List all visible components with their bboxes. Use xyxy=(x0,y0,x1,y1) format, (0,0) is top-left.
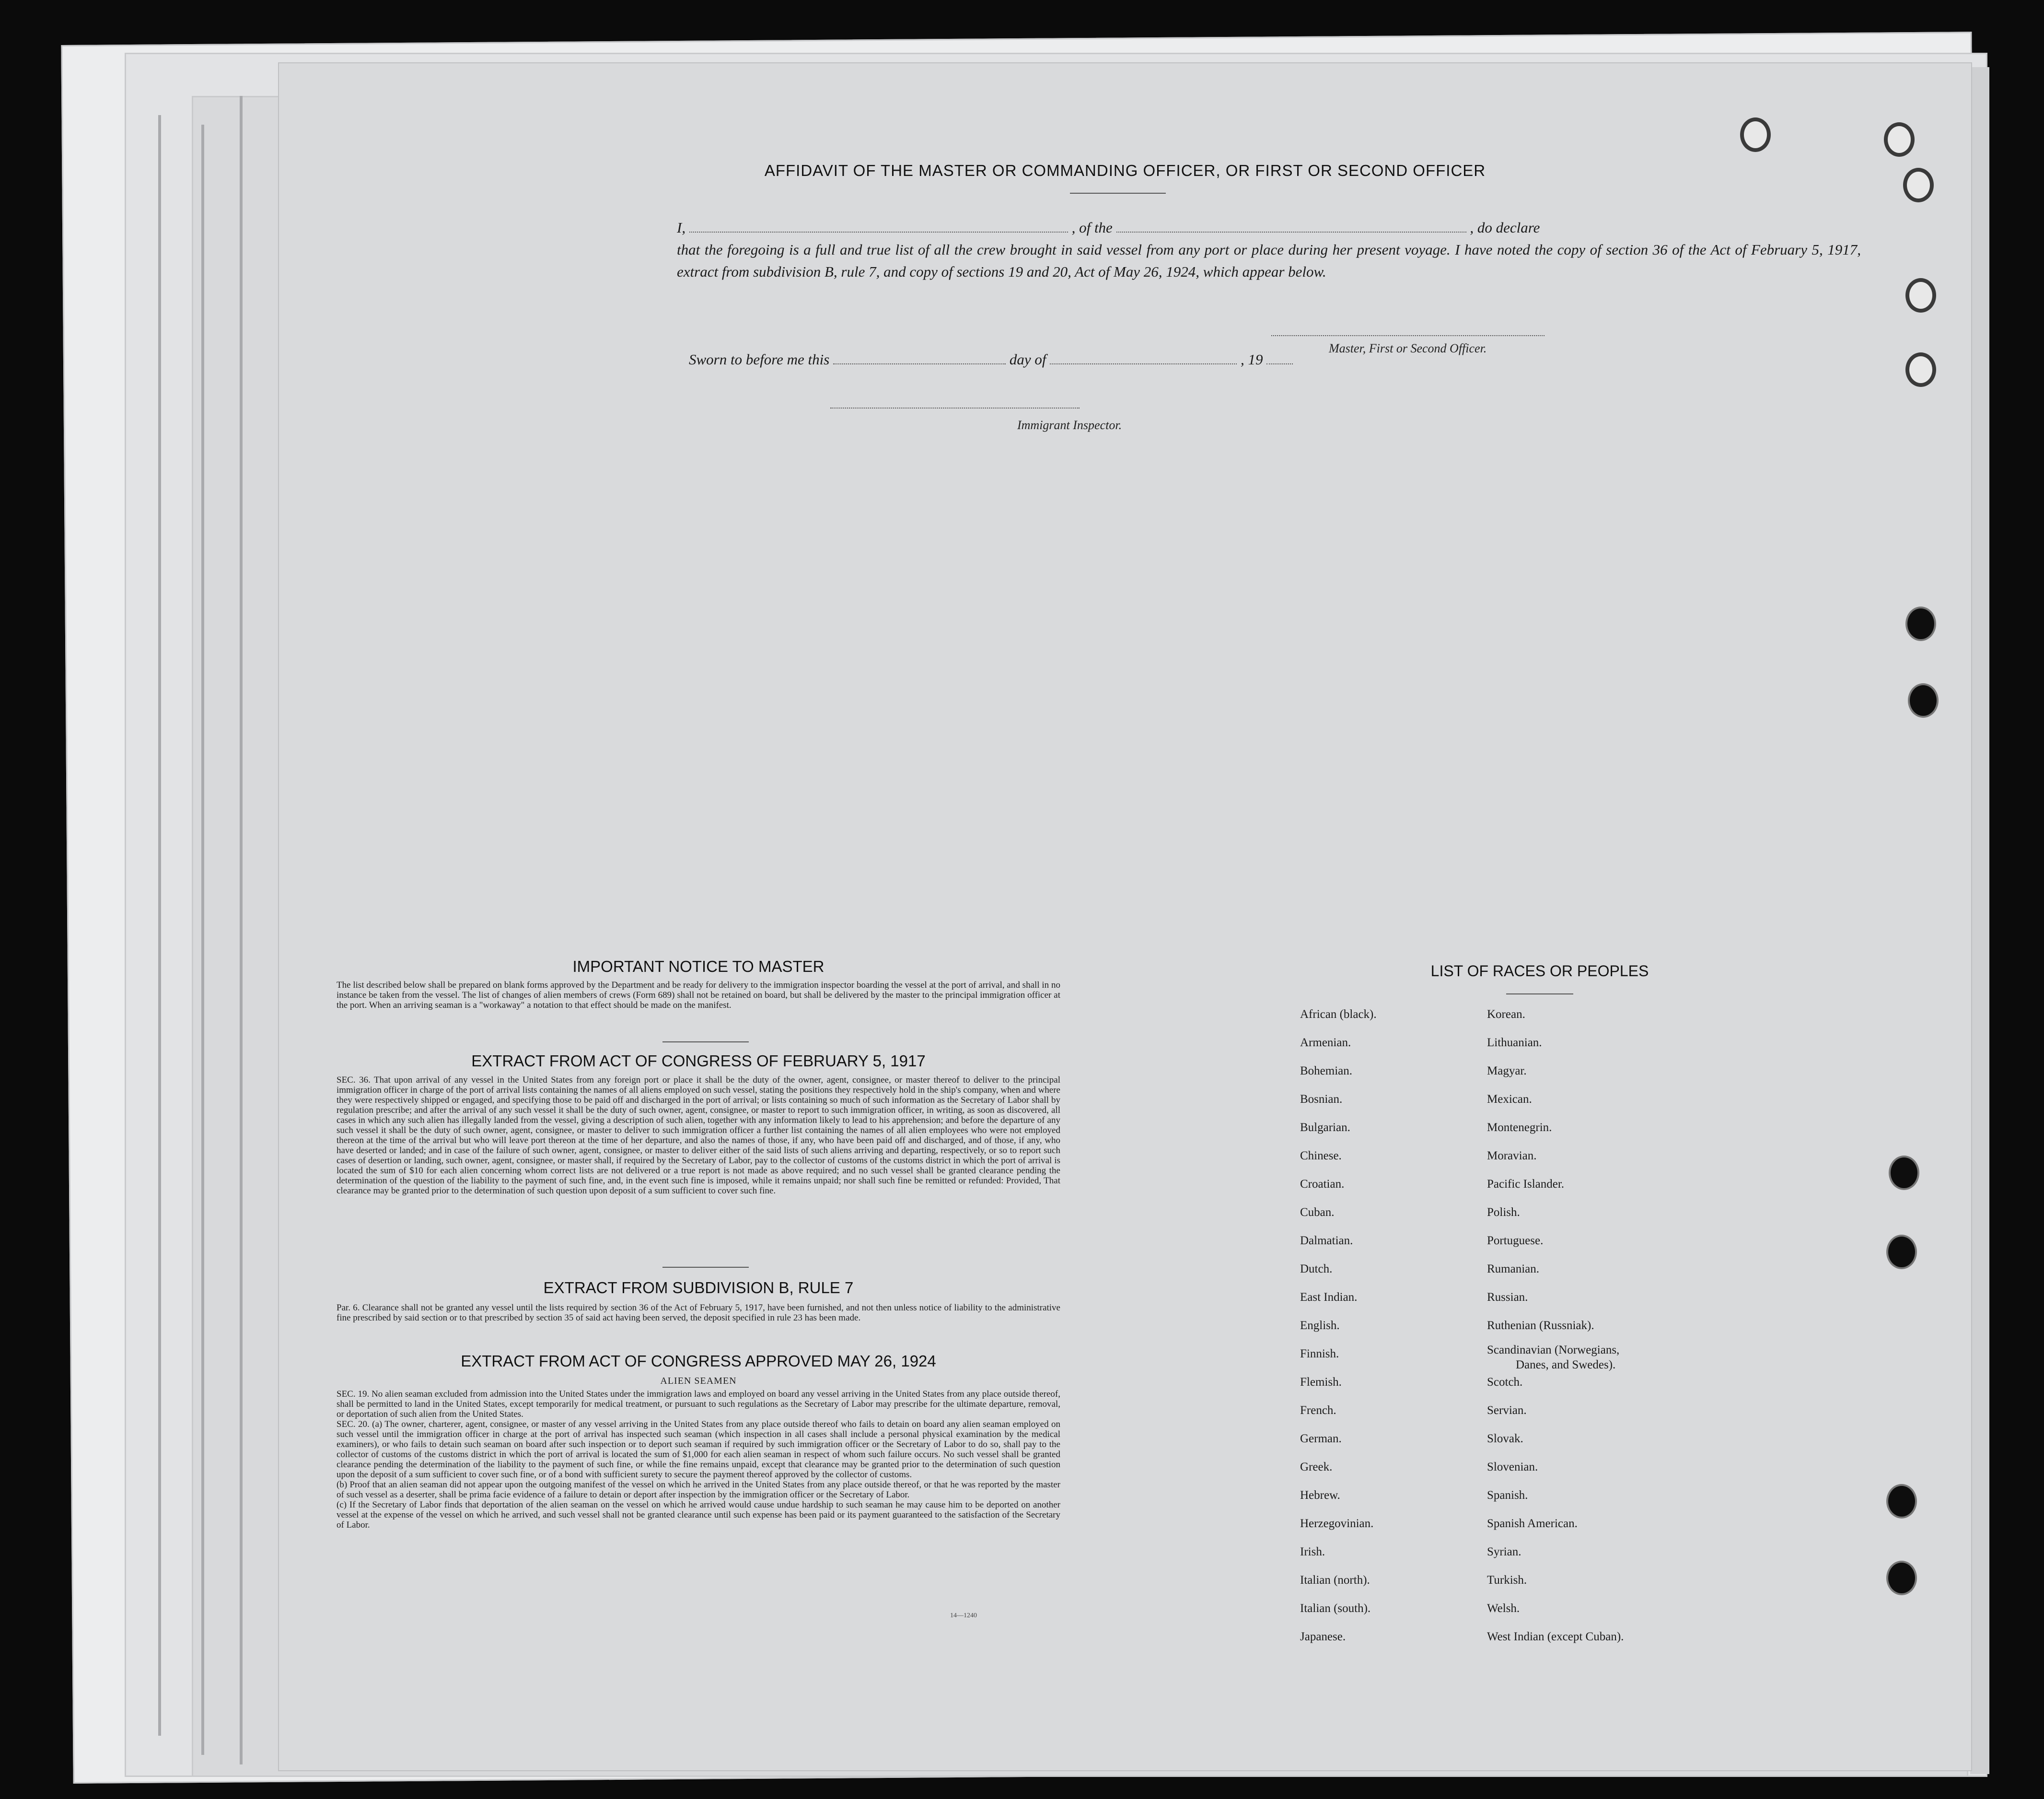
sec19-text: SEC. 19. No alien seaman excluded from admission into the United States under the immigration laws and employed on board any vessel arriving in the United States from any place outside thereof, shall be permitted to land in the United States, except temporarily for medical treatment, or pursuant to such regulations as the Secretary of Labor may prescribe for the ultimate departure, removal, or deportation of such alien from the United States. xyxy=(337,1389,1060,1419)
do-declare-label: , do declare xyxy=(1470,219,1540,236)
race-item: Moravian. xyxy=(1487,1149,1537,1162)
binder-strip xyxy=(1970,67,1989,1774)
race-item: Finnish. xyxy=(1300,1347,1339,1360)
binder-hole-icon xyxy=(1905,607,1936,641)
race-item: Mexican. xyxy=(1487,1093,1532,1106)
race-item: Herzegovinian. xyxy=(1300,1517,1374,1530)
race-item: Spanish. xyxy=(1487,1489,1528,1502)
form-number: 14—1240 xyxy=(950,1612,977,1619)
of-the-label: , of the xyxy=(1071,219,1113,236)
race-item: Portuguese. xyxy=(1487,1234,1544,1247)
race-item: Russian. xyxy=(1487,1291,1528,1304)
divider xyxy=(1506,993,1573,994)
affidavit-statement: that the foregoing is a full and true list of all the crew brought in said vessel from any port or place during her present voyage. I have noted the copy of section 36 of the Act of February 5, 1917, extract from subdivision B, rule 7, and copy of sections 19 and 20, Act of May 26, 1924, which appear below. xyxy=(677,241,1861,280)
declarant-prefix: I, xyxy=(677,219,686,236)
race-item: Cuban. xyxy=(1300,1206,1335,1219)
race-item: Montenegrin. xyxy=(1487,1121,1552,1134)
race-item: Danes, and Swedes). xyxy=(1516,1358,1616,1371)
sec20a-text: SEC. 20. (a) The owner, charterer, agent, consignee, or master of any vessel arriving in the United States from any place outside thereof who fails to detain on board any alien seaman employed on such vessel until the immigration officer in charge at the port of arrival has inspected such seaman (which inspection in all cases shall include a personal physical examination by the medical examiners), or who fails to detain such seaman on board after such inspection or to deport such seaman if required by such immigration officer or the Secretary of Labor to do so, shall pay to the collector of customs of the customs district in which the port of arrival is located the sum of $1,000 for each alien seaman in respect of whom such failure occurs. No such vessel shall be granted clearance pending the determination of the liability to the payment of such fine, or while the fine remains unpaid, except that clearance may be granted prior to the determination of such question upon the deposit of a sum sufficient to cover such fine, or of a bond with sufficient surety to secure the payment thereof approved by the collector of customs. xyxy=(337,1419,1060,1480)
page-edge xyxy=(240,96,243,1764)
notice-text: The list described below shall be prepared on blank forms approved by the Department and be ready for delivery to the immigration inspector boarding the vessel at the port of arrival, and shall in no instance be taken from the vessel. The list of changes of alien members of crews (Form 689) shall not be retained on board, but shall be delivered by the master to the principal immigration officer at the port. When an arriving seaman is a "workaway" a notation to that effect should be made on the manifest. xyxy=(337,980,1060,1010)
race-item: French. xyxy=(1300,1404,1336,1417)
race-item: German. xyxy=(1300,1432,1342,1445)
race-item: Lithuanian. xyxy=(1487,1036,1542,1049)
race-item: Turkish. xyxy=(1487,1574,1527,1587)
divider xyxy=(662,1267,749,1268)
sworn-month-field[interactable] xyxy=(1050,359,1237,364)
race-item: Scotch. xyxy=(1487,1376,1523,1389)
extract-1917-title: EXTRACT FROM ACT OF CONGRESS OF FEBRUARY 5, 1917 xyxy=(471,1052,926,1070)
race-item: Spanish American. xyxy=(1487,1517,1578,1530)
extract-1917-text: SEC. 36. That upon arrival of any vessel in the United States from any foreign port or place it shall be the duty of the owner, agent, consignee, or master thereof to deliver to the principal immigration officer in charge of the port of arrival lists containing the names of all aliens employed on such vessel, stating the positions they respectively hold in the ship's company, when and where they were respectively shipped or engaged, and specifying those to be paid off and discharged in the port of arrival; or lists containing so much of such information as the Secretary of Labor shall by regulation prescribe; and after the arrival of any such vessel it shall be the duty of such owner, agent, consignee, or master to report to such immigration officer, in writing, as soon as discovered, all cases in which any such alien has illegally landed from the vessel, giving a description of such alien, together with any information likely to lead to his apprehension; and before the departure of any such vessel it shall be the duty of such owner, agent, consignee, or master to deliver to such immigration officer a further list containing the names of all alien employees who were not employed thereon at the time of the arrival but who will leave port thereon at the time of her departure, and also the names of those, if any, who have been paid off and discharged, and of those, if any, who have deserted or landed; and in case of the failure of such owner, agent, consignee, or master to deliver either of the said lists of such aliens arriving and departing, respectively, or so to report such cases of desertion or landing, such owner, agent, consignee, or master shall, if required by the Secretary of Labor, pay to the collector of customs of the customs district in which the port of arrival is located the sum of $10 for each alien concerning whom correct lists are not delivered or a true report is not made as above required; and no such vessel shall be granted clearance pending the determination of the question of the liability to the payment of such fine, and, in the event such fine is imposed, while it remains unpaid; nor shall such fine be remitted or refunded: Provided, That clearance may be granted prior to the determination of such question upon deposit of a sum sufficient to cover such fine. xyxy=(337,1075,1060,1196)
inspector-signature-label: Immigrant Inspector. xyxy=(1017,418,1122,432)
race-item: African (black). xyxy=(1300,1008,1377,1021)
extract-1924-body xyxy=(337,1376,1060,1530)
year-label: , 19 xyxy=(1240,351,1263,368)
binder-hole-icon xyxy=(1740,117,1771,152)
extract-rule7-title: EXTRACT FROM SUBDIVISION B, RULE 7 xyxy=(543,1279,854,1297)
race-item: Slovenian. xyxy=(1487,1460,1538,1473)
master-signature-label: Master, First or Second Officer. xyxy=(1329,341,1487,355)
race-item: Bulgarian. xyxy=(1300,1121,1350,1134)
race-item: Flemish. xyxy=(1300,1376,1342,1389)
binder-hole-icon xyxy=(1903,168,1934,202)
sworn-prefix: Sworn to before me this xyxy=(689,351,830,368)
race-item: Japanese. xyxy=(1300,1630,1346,1643)
page-edge xyxy=(201,125,204,1755)
race-item: Bosnian. xyxy=(1300,1093,1343,1106)
race-item: Rumanian. xyxy=(1487,1262,1540,1275)
race-item: Hebrew. xyxy=(1300,1489,1340,1502)
race-item: English. xyxy=(1300,1319,1340,1332)
race-item: Italian (south). xyxy=(1300,1602,1371,1615)
race-item: Polish. xyxy=(1487,1206,1520,1219)
extract-1924-title: EXTRACT FROM ACT OF CONGRESS APPROVED MAY 26, 1924 xyxy=(461,1352,936,1370)
binder-hole-icon xyxy=(1905,278,1936,313)
binder-hole-icon xyxy=(1886,1561,1917,1595)
race-item: Welsh. xyxy=(1487,1602,1520,1615)
alien-seamen-subtitle: ALIEN SEAMEN xyxy=(660,1376,737,1386)
binder-hole-icon xyxy=(1905,352,1936,387)
binder-hole-icon xyxy=(1886,1235,1917,1269)
page-edge xyxy=(158,115,161,1736)
vessel-name-field[interactable] xyxy=(1116,227,1466,233)
race-item: Dalmatian. xyxy=(1300,1234,1353,1247)
inspector-signature-field[interactable] xyxy=(830,408,1080,409)
binder-hole-icon xyxy=(1889,1156,1919,1190)
sworn-year-field[interactable] xyxy=(1266,359,1293,364)
sec20c-text: (c) If the Secretary of Labor finds that deportation of the alien seaman on the vessel on which he arrived would cause undue hardship to such seaman he may cause him to be deported on another vessel at the expense of the vessel on which he arrived, and such vessel shall not be granted clearance until such expense has been paid or its payment guaranteed to the satisfaction of the Secretary of Labor. xyxy=(337,1500,1060,1530)
divider xyxy=(662,1041,749,1042)
affidavit-body xyxy=(677,217,1861,283)
sec20b-text: (b) Proof that an alien seaman did not appear upon the outgoing manifest of the vessel on which he arrived in the United States from any place outside thereof, or that he was reported by the master of such vessel as a deserter, shall be prima facie evidence of a failure to detain or deport after inspection by the immigration officer or the Secretary of Labor. xyxy=(337,1480,1060,1500)
declaration-line xyxy=(677,217,1861,239)
form-page xyxy=(278,62,1972,1771)
race-item: East Indian. xyxy=(1300,1291,1358,1304)
race-item: Armenian. xyxy=(1300,1036,1351,1049)
race-item: Croatian. xyxy=(1300,1178,1345,1191)
divider xyxy=(1070,193,1166,194)
sworn-day-field[interactable] xyxy=(833,359,1006,364)
race-item: Scandinavian (Norwegians, xyxy=(1487,1343,1620,1356)
race-item: Irish. xyxy=(1300,1545,1325,1558)
binder-hole-icon xyxy=(1908,683,1939,718)
race-item: Bohemian. xyxy=(1300,1064,1353,1077)
race-item: Ruthenian (Russniak). xyxy=(1487,1319,1594,1332)
race-item: Syrian. xyxy=(1487,1545,1521,1558)
race-item: Italian (north). xyxy=(1300,1574,1370,1587)
race-item: Greek. xyxy=(1300,1460,1333,1473)
notice-title: IMPORTANT NOTICE TO MASTER xyxy=(572,958,825,975)
race-item: Magyar. xyxy=(1487,1064,1527,1077)
race-item: Slovak. xyxy=(1487,1432,1523,1445)
binder-hole-icon xyxy=(1884,122,1915,157)
binder-hole-icon xyxy=(1886,1484,1917,1519)
extract-rule7-text: Par. 6. Clearance shall not be granted any vessel until the lists required by section 36 of the Act of February 5, 1917, have been furnished, and not then unless notice of liability to the administrative fine prescribed by said section or to that prescribed by section 35 of said act having been served, the deposit specified in rule 23 has been made. xyxy=(337,1303,1060,1323)
races-title: LIST OF RACES OR PEOPLES xyxy=(1430,962,1649,980)
day-of-label: day of xyxy=(1009,351,1046,368)
sworn-line xyxy=(689,351,1293,368)
master-signature-field[interactable] xyxy=(1271,335,1545,336)
race-item: Chinese. xyxy=(1300,1149,1342,1162)
race-item: Pacific Islander. xyxy=(1487,1178,1565,1191)
race-item: West Indian (except Cuban). xyxy=(1487,1630,1624,1643)
affidavit-title: AFFIDAVIT OF THE MASTER OR COMMANDING OFFICER, OR FIRST OR SECOND OFFICER xyxy=(764,162,1486,179)
race-item: Servian. xyxy=(1487,1404,1527,1417)
declarant-name-field[interactable] xyxy=(689,227,1068,233)
race-item: Korean. xyxy=(1487,1008,1525,1021)
race-item: Dutch. xyxy=(1300,1262,1333,1275)
